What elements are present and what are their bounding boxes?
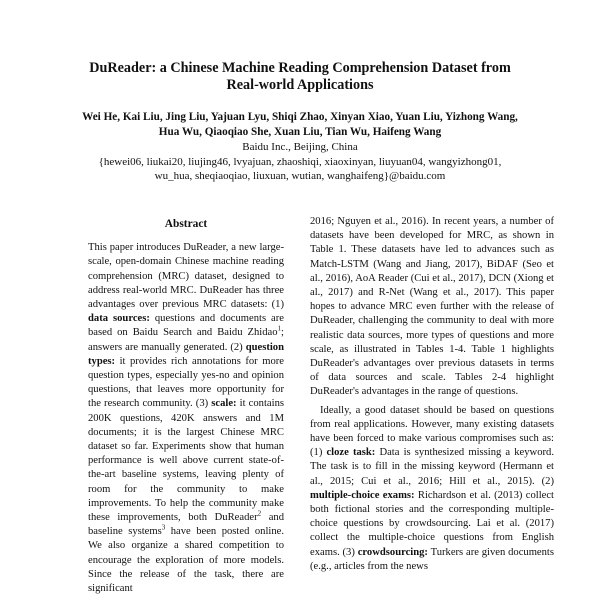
affiliation-block: [30, 140, 570, 184]
intro-text-2c: Richardson et al. (2013) collect both fictional stories and the corresponding multiple-choice questions by crowdsourcing. Lai et al. (2017) collect the multiple-choice questions from English exams. (3): [310, 489, 554, 558]
abstract-text: [88, 241, 284, 596]
left-column: [64, 217, 308, 596]
intro-paragraph-2: [310, 404, 554, 574]
emails-line-1: {hewei06, liukai20, liujing46, lvyajuan, zhaoshiqi, xiaoxinyan, liuyuan04, wangyizhong01,: [98, 155, 502, 168]
abstract-bold-data-sources: data sources:: [88, 313, 150, 325]
abstract-text-3: ; answers are manually generated. (2): [88, 327, 284, 353]
abstract-text-4: it provides rich annotations for more question types, especially yes-no and opinion questions, that leaves more opportunity for the research community. (3): [88, 355, 284, 410]
abstract-text-7: have been posted online. We also organize a shared competition to encourage the exploration of more models. Since the release of the task, there are significant: [88, 526, 284, 595]
right-column: [310, 215, 554, 574]
paper-title: [40, 60, 560, 94]
abstract-bold-scale: scale:: [211, 398, 237, 410]
title-line-1: DuReader: a Chinese Machine Reading Comprehension Dataset from: [89, 60, 511, 76]
footnote-mark-1: 1: [277, 324, 282, 333]
intro-paragraph-1: 2016; Nguyen et al., 2016). In recent years, a number of datasets have been developed for MRC, as shown in Table 1. These datasets have led to advances such as Match-LSTM (Wang and Jiang, 2017), BiDAF (Seo et al., 2016), AoA Reader (Cui et al., 2017), DCN (Xiong et al., 2017) and R-Net (Wang et al., 2017). This paper hopes to advance MRC even further with the release of DuReader, challenging the community to deal with more realistic data sources, more types of questions and more scale, as illustrated in Tables 1-4. Table 1 highlights DuReader's advantages over previous datasets in terms of data sources and scale. Tables 2-4 highlight DuReader's advantages in the range of questions.: [310, 216, 554, 398]
title-line-2: Real-world Applications: [226, 77, 374, 93]
footnote-mark-2: 2: [257, 509, 262, 518]
intro-bold-multiple-choice: multiple-choice exams:: [310, 489, 415, 501]
intro-bold-crowdsourcing: crowdsourcing:: [357, 546, 428, 558]
abstract-text-5: it contains 200K questions, 420K answers and 1M documents; it is the largest Chinese MRC dataset so far. Experiments show that human performance is well above current state-of-the-art baseline systems, leaving plenty of room for the community to make improvements. To help the community make these improvements, both DuReader: [88, 398, 284, 524]
intro-bold-cloze-task: cloze task:: [326, 447, 376, 459]
emails-line-2: wu_hua, sheqiaoqiao, liuxuan, wutian, wanghaifeng}@baidu.com: [154, 170, 446, 182]
abstract-text-6: and baseline systems: [88, 512, 285, 538]
intro-text-2d: Turkers are given documents (e.g., articles from the news: [310, 546, 554, 572]
authors-line-2: Hua Wu, Qiaoqiao She, Xuan Liu, Tian Wu, Haifeng Wang: [158, 126, 442, 138]
affiliation: Baidu Inc., Beijing, China: [242, 141, 358, 153]
abstract-text-1: This paper introduces DuReader, a new large-scale, open-domain Chinese machine reading comprehension (MRC) dataset, designed to address real-world MRC. DuReader has three advantages over previous MRC datasets: (1): [88, 242, 284, 311]
authors-line-1: Wei He, Kai Liu, Jing Liu, Yajuan Lyu, Shiqi Zhao, Xinyan Xiao, Yuan Liu, Yizhong Wang,: [82, 111, 518, 123]
author-list: [30, 110, 570, 140]
footnote-mark-3: 3: [161, 523, 166, 532]
abstract-text-2: questions and documents are based on Baidu Search and Baidu Zhidao: [88, 313, 284, 339]
intro-text-2b: Data is synthesized missing a keyword. The task is to fill in the missing keyword (Hermann et al., 2015; Cui et al., 2016; Hill et al., 2015). (2): [310, 447, 554, 487]
abstract-heading: Abstract: [164, 218, 208, 230]
abstract-bold-question-types: question types:: [88, 341, 284, 367]
intro-text-2a: Ideally, a good dataset should be based on questions from real applications. However, many existing datasets have been forced to make various compromises such as: (1): [310, 404, 554, 459]
